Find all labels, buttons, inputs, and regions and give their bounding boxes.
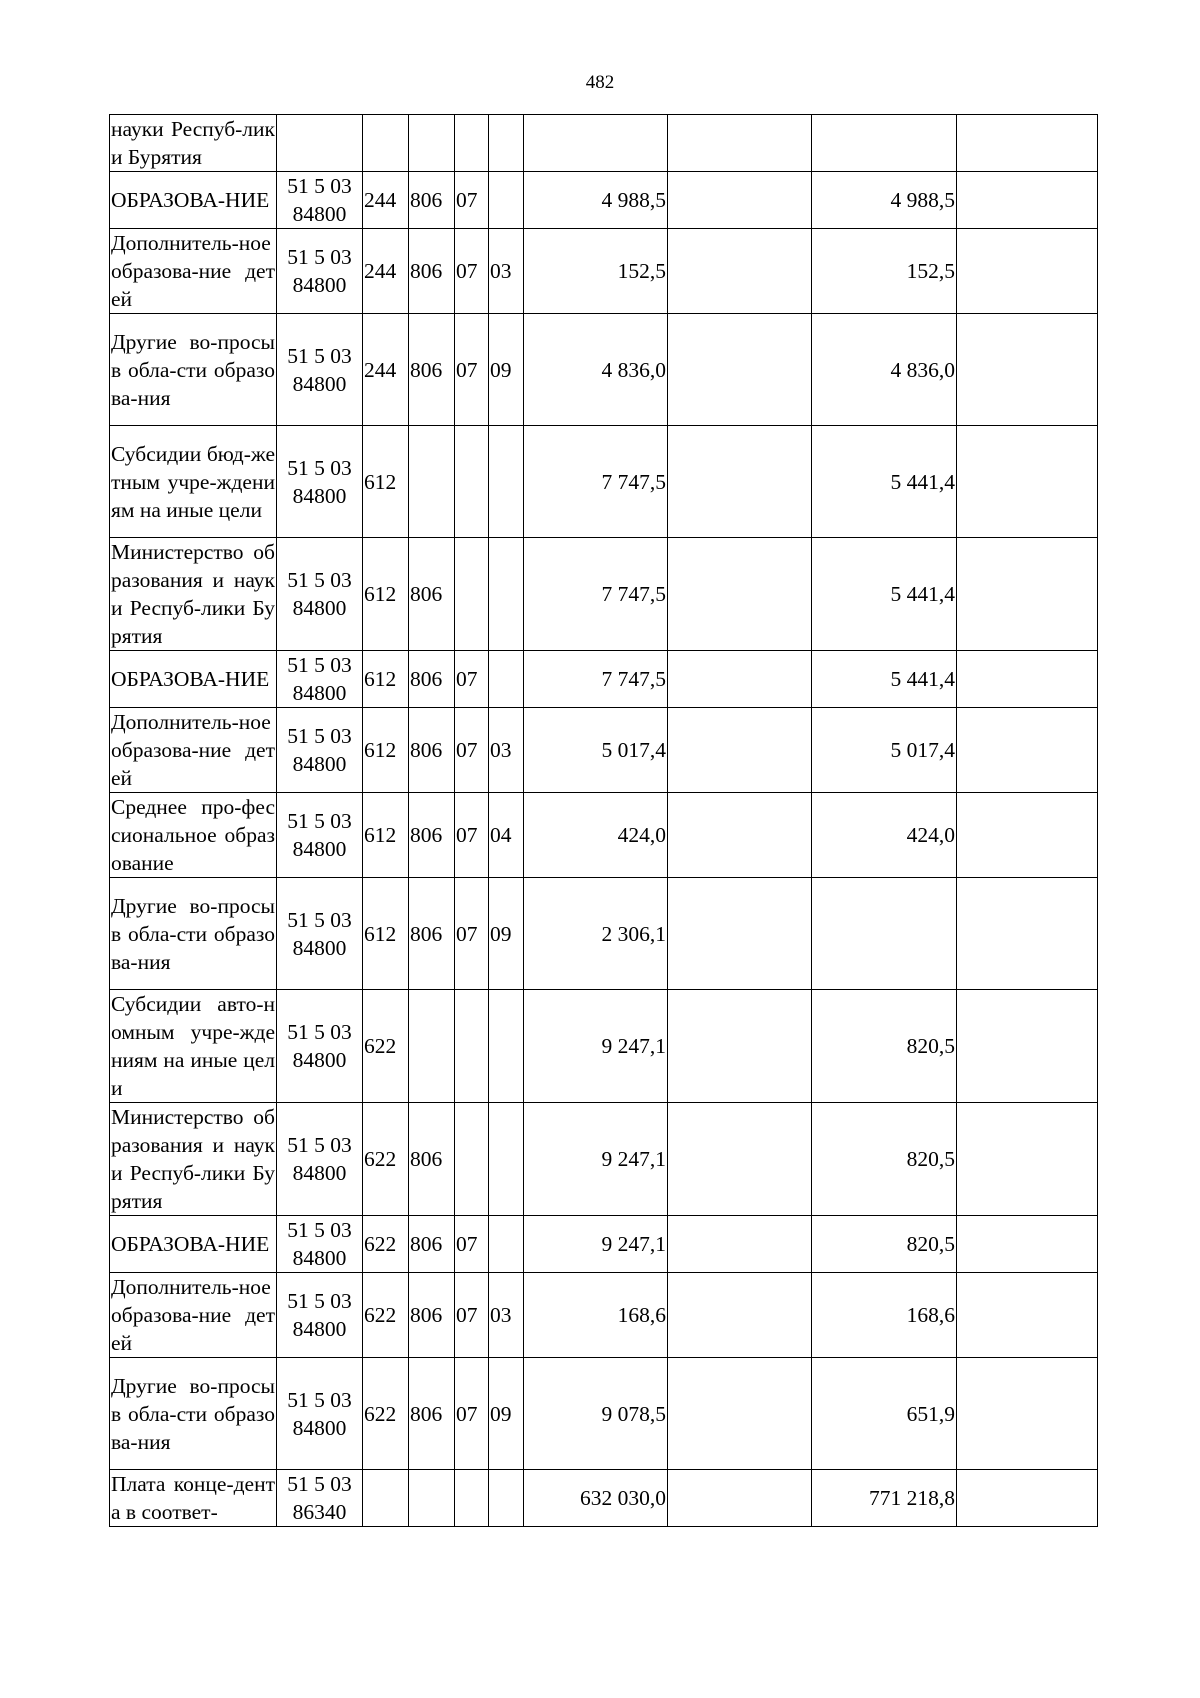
amount-cell-3: 5 441,4 [812,651,957,708]
target-code-line-2: 84800 [292,1246,347,1270]
amount-cell-3: 152,5 [812,229,957,314]
section-code-cell: 07 [455,229,489,314]
subsection-code-cell: 09 [489,878,524,990]
target-code-line-1: 51 5 03 [287,1218,352,1242]
ministry-code-cell: 806 [409,229,455,314]
target-code-line-2: 84800 [292,371,347,396]
amount-cell-2 [668,1470,812,1527]
amount-cell-3: 820,5 [812,1216,957,1273]
amount-cell-1: 9 247,1 [524,990,668,1103]
subsection-code-cell [489,426,524,538]
table-row [110,172,1098,229]
section-code-cell: 07 [455,878,489,990]
amount-cell-4 [957,115,1098,172]
row-name-cell: ОБРАЗОВА-НИЕ [110,172,277,229]
row-name-cell: Другие во-просы в обла-сти образова-ния [110,314,277,426]
amount-cell-4 [957,793,1098,878]
target-code-cell [277,1470,363,1527]
ministry-code-cell: 806 [409,538,455,651]
table-row [110,708,1098,793]
ministry-code-cell [409,426,455,538]
expense-type-cell: 244 [363,172,409,229]
row-name-cell: ОБРАЗОВА-НИЕ [110,1216,277,1273]
expense-type-cell: 622 [363,1358,409,1470]
expense-type-cell: 612 [363,878,409,990]
row-name-cell: Субсидии авто-номным учре-ждениям на иные цели [110,990,277,1103]
subsection-code-cell [489,651,524,708]
table-row [110,1103,1098,1216]
subsection-code-cell [489,115,524,172]
amount-cell-1: 9 247,1 [524,1103,668,1216]
target-code-line-2: 84800 [292,273,347,297]
target-code-cell [277,314,363,426]
amount-cell-1: 168,6 [524,1273,668,1358]
section-code-cell: 07 [455,172,489,229]
target-code-cell [277,793,363,878]
amount-cell-2 [668,1103,812,1216]
ministry-code-cell: 806 [409,708,455,793]
target-code-line-2: 84800 [292,1317,347,1341]
row-name-cell: Дополнитель-ное образова-ние детей [110,708,277,793]
expense-type-cell: 612 [363,708,409,793]
row-name-cell: ОБРАЗОВА-НИЕ [110,651,277,708]
table-row [110,115,1098,172]
expense-type-cell [363,115,409,172]
subsection-code-cell [489,990,524,1103]
amount-cell-2 [668,426,812,538]
subsection-code-cell [489,1470,524,1527]
amount-cell-1: 152,5 [524,229,668,314]
expense-type-cell: 622 [363,1216,409,1273]
section-code-cell [455,1470,489,1527]
amount-cell-2 [668,793,812,878]
table-row [110,1216,1098,1273]
section-code-cell: 07 [455,651,489,708]
amount-cell-3: 771 218,8 [812,1470,957,1527]
amount-cell-1 [524,115,668,172]
table-row [110,1470,1098,1527]
ministry-code-cell: 806 [409,172,455,229]
target-code-line-1: 51 5 03 [287,653,352,677]
amount-cell-1: 424,0 [524,793,668,878]
amount-cell-2 [668,314,812,426]
target-code-line-1: 51 5 03 [287,907,352,932]
amount-cell-4 [957,538,1098,651]
table-row [110,878,1098,990]
table-row [110,793,1098,878]
target-code-line-1: 51 5 03 [287,455,352,480]
target-code-line-1: 51 5 03 [287,343,352,368]
amount-cell-1: 7 747,5 [524,538,668,651]
subsection-code-cell [489,1216,524,1273]
table-row [110,426,1098,538]
table-row [110,538,1098,651]
target-code-line-2: 84800 [292,483,347,508]
amount-cell-2 [668,1273,812,1358]
target-code-cell [277,172,363,229]
target-code-cell [277,1358,363,1470]
expense-type-cell: 612 [363,426,409,538]
target-code-cell [277,115,363,172]
table-row [110,314,1098,426]
row-name-cell: Другие во-просы в обла-сти образова-ния [110,1358,277,1470]
target-code-line-2: 84800 [292,1048,347,1072]
row-name-cell: науки Респуб-лики Бурятия [110,115,277,172]
target-code-line-2: 84800 [292,1161,347,1185]
amount-cell-3: 4 988,5 [812,172,957,229]
amount-cell-1: 5 017,4 [524,708,668,793]
amount-cell-2 [668,878,812,990]
amount-cell-4 [957,314,1098,426]
amount-cell-3 [812,878,957,990]
page-number: 482 [585,72,615,93]
expense-type-cell: 612 [363,651,409,708]
ministry-code-cell [409,1470,455,1527]
amount-cell-4 [957,1273,1098,1358]
expense-type-cell: 612 [363,538,409,651]
amount-cell-2 [668,651,812,708]
amount-cell-3: 820,5 [812,990,957,1103]
target-code-cell [277,229,363,314]
section-code-cell: 07 [455,1216,489,1273]
amount-cell-3: 424,0 [812,793,957,878]
amount-cell-4 [957,1103,1098,1216]
amount-cell-2 [668,990,812,1103]
row-name-cell: Дополнитель-ное образова-ние детей [110,229,277,314]
table-row [110,651,1098,708]
subsection-code-cell [489,1103,524,1216]
ministry-code-cell: 806 [409,1103,455,1216]
row-name-cell: Субсидии бюд-жетным учре-ждениям на иные цели [110,426,277,538]
section-code-cell: 07 [455,793,489,878]
target-code-line-1: 51 5 03 [287,809,352,833]
target-code-line-2: 86340 [292,1500,347,1524]
amount-cell-1: 9 247,1 [524,1216,668,1273]
amount-cell-1: 4 836,0 [524,314,668,426]
target-code-line-1: 51 5 03 [287,1020,352,1044]
expense-type-cell: 244 [363,314,409,426]
target-code-line-2: 84800 [292,752,347,776]
amount-cell-2 [668,538,812,651]
ministry-code-cell: 806 [409,1273,455,1358]
target-code-line-2: 84800 [292,202,347,226]
target-code-line-2: 84800 [292,681,347,705]
amount-cell-3: 820,5 [812,1103,957,1216]
amount-cell-2 [668,172,812,229]
amount-cell-4 [957,708,1098,793]
subsection-code-cell: 03 [489,229,524,314]
target-code-line-2: 84800 [292,935,347,960]
expense-type-cell: 622 [363,1103,409,1216]
row-name-cell: Министерство образования и науки Респуб-лики Бурятия [110,1103,277,1216]
section-code-cell [455,1103,489,1216]
section-code-cell: 07 [455,708,489,793]
section-code-cell: 07 [455,1273,489,1358]
table-row [110,229,1098,314]
target-code-line-1: 51 5 03 [287,1387,352,1412]
target-code-cell [277,878,363,990]
expense-type-cell [363,1470,409,1527]
target-code-cell [277,1273,363,1358]
amount-cell-4 [957,1216,1098,1273]
target-code-line-1: 51 5 03 [287,1472,352,1496]
table-row [110,990,1098,1103]
ministry-code-cell [409,990,455,1103]
target-code-cell [277,1103,363,1216]
ministry-code-cell [409,115,455,172]
section-code-cell [455,115,489,172]
expense-type-cell: 622 [363,1273,409,1358]
amount-cell-3: 5 441,4 [812,426,957,538]
amount-cell-4 [957,878,1098,990]
expense-type-cell: 622 [363,990,409,1103]
amount-cell-3 [812,115,957,172]
target-code-line-2: 84800 [292,596,347,620]
target-code-line-1: 51 5 03 [287,245,352,269]
ministry-code-cell: 806 [409,651,455,708]
amount-cell-3: 5 017,4 [812,708,957,793]
amount-cell-1: 2 306,1 [524,878,668,990]
amount-cell-2 [668,1216,812,1273]
ministry-code-cell: 806 [409,1216,455,1273]
amount-cell-1: 7 747,5 [524,651,668,708]
table-body [110,115,1098,1527]
amount-cell-2 [668,1358,812,1470]
table-row [110,1358,1098,1470]
subsection-code-cell: 03 [489,708,524,793]
amount-cell-1: 632 030,0 [524,1470,668,1527]
amount-cell-4 [957,172,1098,229]
subsection-code-cell [489,538,524,651]
ministry-code-cell: 806 [409,1358,455,1470]
amount-cell-2 [668,708,812,793]
amount-cell-3: 168,6 [812,1273,957,1358]
expense-type-cell: 612 [363,793,409,878]
amount-cell-4 [957,1470,1098,1527]
subsection-code-cell: 04 [489,793,524,878]
section-code-cell [455,990,489,1103]
target-code-line-1: 51 5 03 [287,1133,352,1157]
row-name-cell: Дополнитель-ное образова-ние детей [110,1273,277,1358]
target-code-cell [277,1216,363,1273]
amount-cell-1: 7 747,5 [524,426,668,538]
section-code-cell [455,426,489,538]
amount-cell-4 [957,990,1098,1103]
amount-cell-4 [957,651,1098,708]
target-code-line-2: 84800 [292,837,347,861]
row-name-cell: Плата конце-дента в соответ- [110,1470,277,1527]
amount-cell-2 [668,115,812,172]
amount-cell-3: 651,9 [812,1358,957,1470]
target-code-line-1: 51 5 03 [287,174,352,198]
ministry-code-cell: 806 [409,878,455,990]
subsection-code-cell: 09 [489,1358,524,1470]
subsection-code-cell: 09 [489,314,524,426]
amount-cell-4 [957,1358,1098,1470]
ministry-code-cell: 806 [409,314,455,426]
target-code-line-1: 51 5 03 [287,724,352,748]
row-name-cell: Министерство образования и науки Респуб-лики Бурятия [110,538,277,651]
table-row [110,1273,1098,1358]
amount-cell-3: 4 836,0 [812,314,957,426]
target-code-line-2: 84800 [292,1415,347,1440]
row-name-cell: Другие во-просы в обла-сти образова-ния [110,878,277,990]
amount-cell-4 [957,426,1098,538]
amount-cell-2 [668,229,812,314]
subsection-code-cell [489,172,524,229]
budget-table [109,114,1098,1527]
section-code-cell: 07 [455,314,489,426]
ministry-code-cell: 806 [409,793,455,878]
target-code-cell [277,426,363,538]
row-name-cell: Среднее про-фессиональное образование [110,793,277,878]
target-code-line-1: 51 5 03 [287,568,352,592]
expense-type-cell: 244 [363,229,409,314]
section-code-cell [455,538,489,651]
amount-cell-3: 5 441,4 [812,538,957,651]
amount-cell-4 [957,229,1098,314]
subsection-code-cell: 03 [489,1273,524,1358]
target-code-line-1: 51 5 03 [287,1289,352,1313]
target-code-cell [277,708,363,793]
target-code-cell [277,651,363,708]
section-code-cell: 07 [455,1358,489,1470]
target-code-cell [277,990,363,1103]
amount-cell-1: 4 988,5 [524,172,668,229]
target-code-cell [277,538,363,651]
amount-cell-1: 9 078,5 [524,1358,668,1470]
